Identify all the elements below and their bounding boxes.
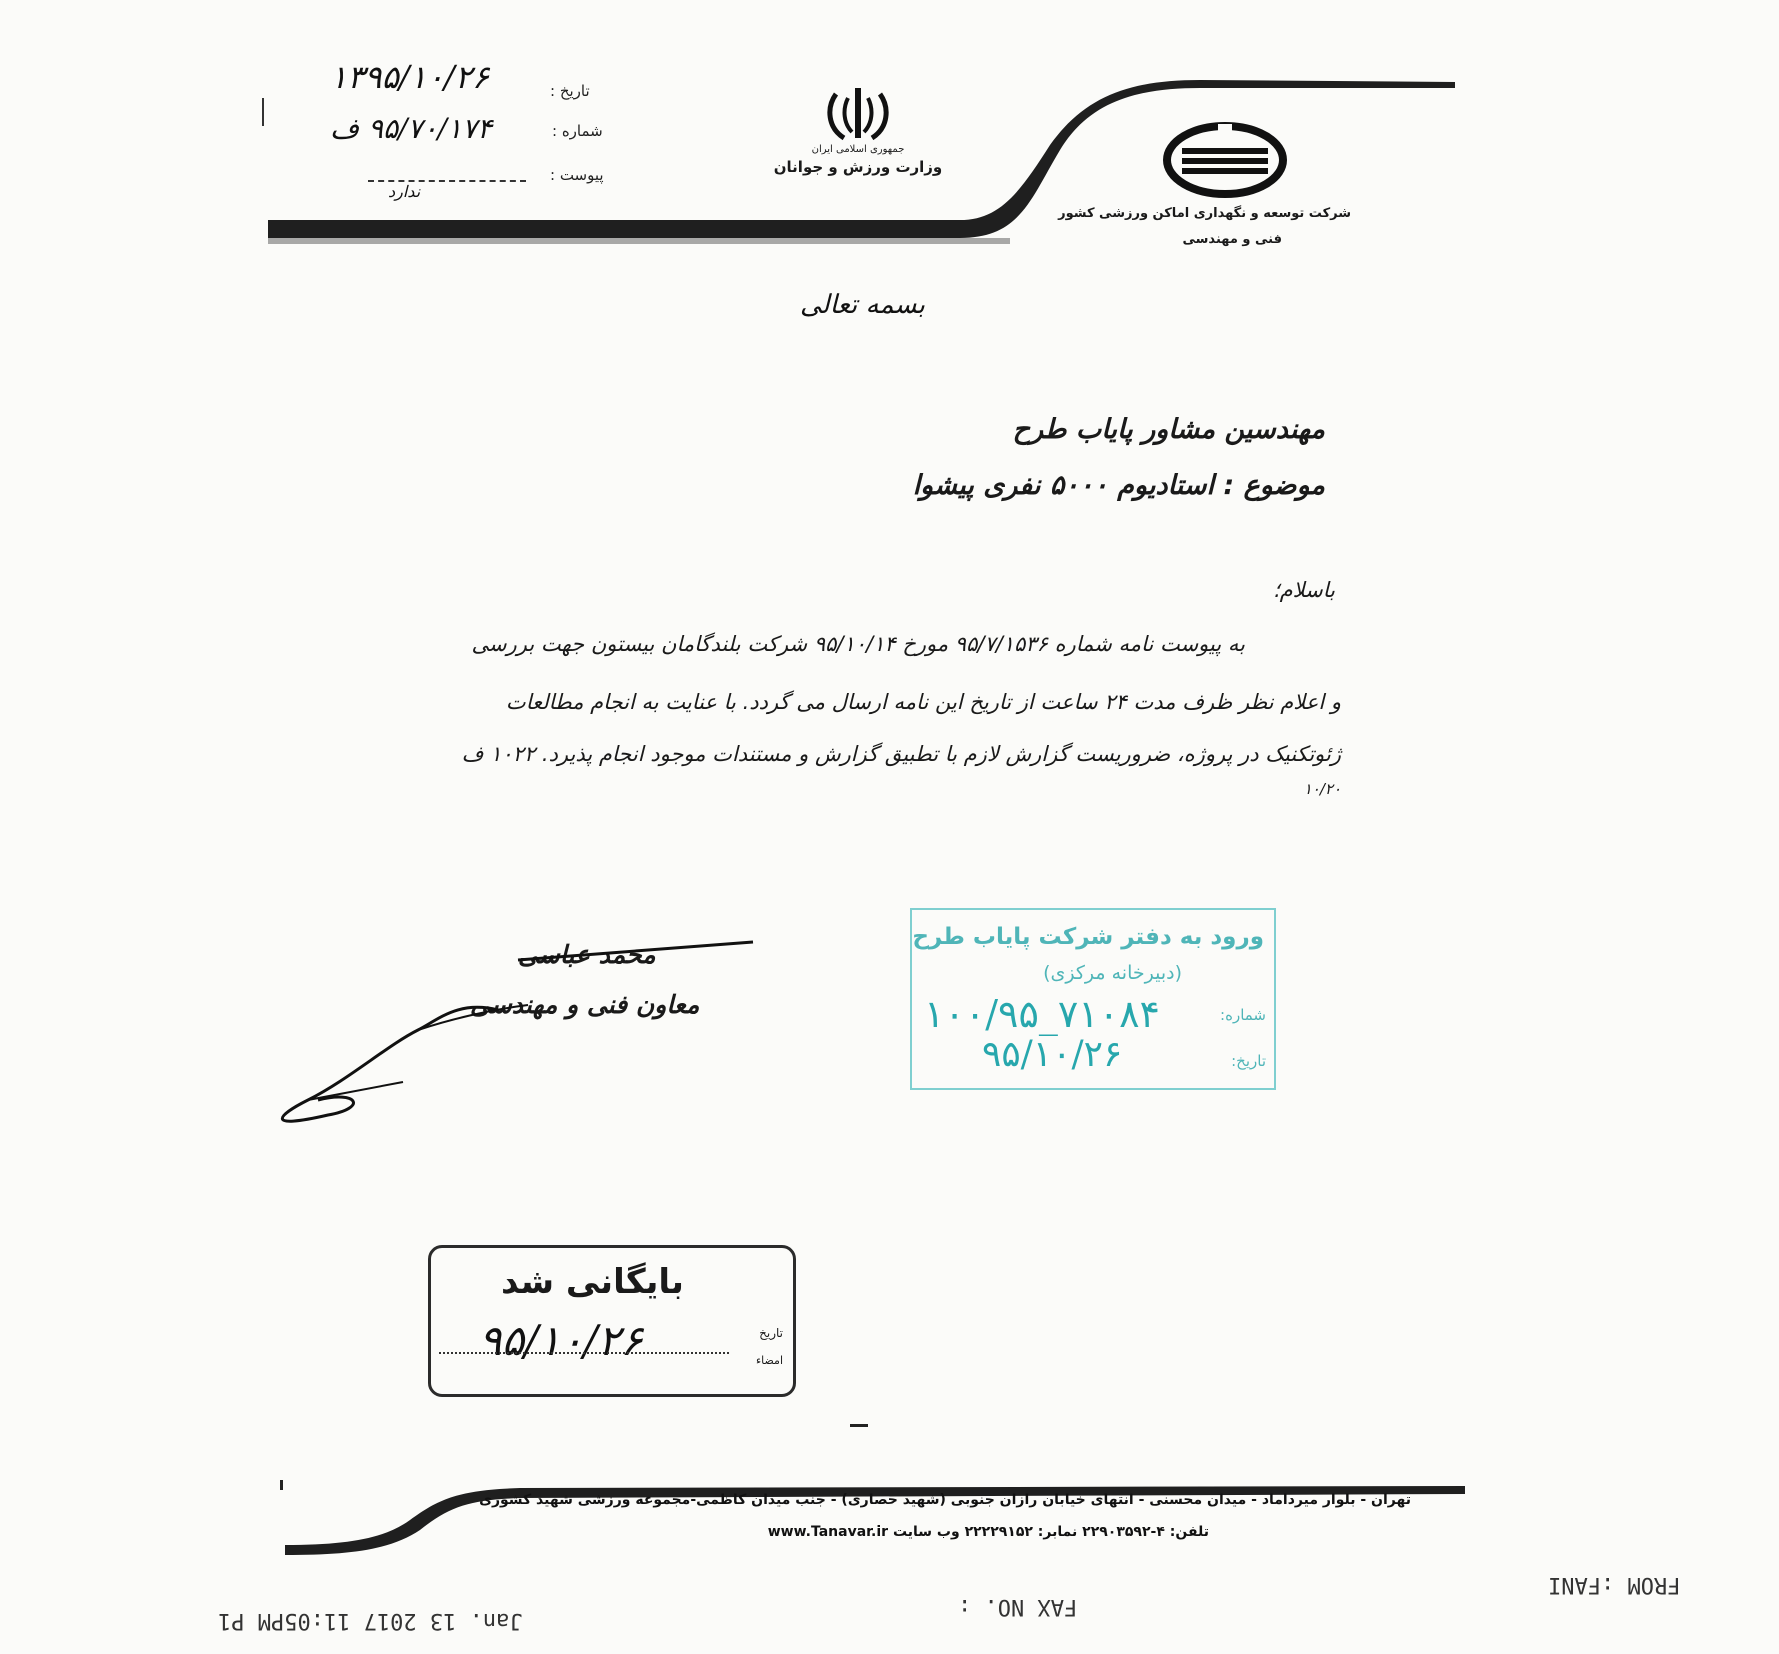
receipt-stamp-subtitle: (دبیرخانه مرکزی) (1043, 962, 1182, 984)
fax-from: FROM :FANI (1548, 1572, 1681, 1597)
body-line-4: ۱۰/۲۰ (1303, 780, 1341, 798)
archive-stamp-title: بایگانی شد (501, 1262, 684, 1302)
signatory-title: معاون فنی و مهندسی (470, 990, 700, 1019)
bismillah: بسمه تعالی (800, 290, 925, 320)
body-line-2: و اعلام نظر ظرف مدت ۲۴ ساعت از تاریخ این نامه ارسال می گردد. با عنایت به انجام مطالعات (505, 690, 1341, 714)
body-line-3: ژئوتکنیک در پروژه، ضروریست گزارش لازم با تطبیق گزارش و مستندات موجود انجام پذیرد. ۱۰۲۲ ف (461, 742, 1341, 766)
body-line-1: به پیوست نامه شماره ۹۵/۷/۱۵۳۶ مورخ ۹۵/۱۰/۱۴ شرکت بلندگامان بیستون جهت بررسی (471, 632, 1245, 656)
receipt-date-value: ۹۵/۱۰/۲۶ (982, 1034, 1123, 1075)
ministry-label: وزارت ورزش و جوانان (773, 158, 943, 176)
stray-mark (850, 1424, 868, 1427)
fax-number: FAX NO. : (958, 1594, 1078, 1619)
attachment-label: پیوست : (550, 166, 604, 184)
archive-signature-label: امضاء (755, 1354, 783, 1367)
archive-stamp (428, 1245, 796, 1397)
receipt-number-label: شماره: (1220, 1006, 1266, 1024)
signatory-name: محمد عباسی (518, 940, 656, 969)
archive-dotted-line (439, 1352, 729, 1354)
margin-tick (262, 98, 264, 126)
fax-timestamp: Jan. 13 2017 11:05PM P1 (218, 1608, 523, 1633)
date-value: ۱۳۹۵/۱۰/۲۶ (330, 58, 490, 96)
company-logo-icon (1160, 120, 1290, 200)
recipient: مهندسین مشاور پایاب طرح (1012, 414, 1325, 445)
archive-date-label: تاریخ (759, 1326, 783, 1340)
archive-date-value: ۹۵/۱۰/۲۶ (479, 1316, 643, 1365)
receipt-stamp-title: ورود به دفتر شرکت پایاب طرح (912, 924, 1264, 950)
attachment-value: ندارد (388, 182, 421, 201)
footer-address: تهران - بلوار میرداماد - میدان محسنی - انتهای خیابان رازان جنوبی (شهید حصاری) - جنب میدان کاظمی-مجموعه ورزشی شهید کشوری (479, 1492, 1411, 1508)
iran-emblem-icon (826, 86, 890, 142)
republic-label: جمهوری اسلامی ایران (811, 144, 905, 155)
number-value: ۹۵/۷۰/۱۷۴ ف (330, 112, 493, 145)
number-label: شماره : (552, 122, 603, 140)
subject: موضوع : استادیوم ۵۰۰۰ نفری پیشوا (912, 470, 1325, 501)
org-department: فنی و مهندسی (1182, 232, 1282, 247)
date-label: تاریخ : (550, 82, 590, 100)
org-name: شرکت توسعه و نگهداری اماکن ورزشی کشور (1058, 206, 1351, 221)
receipt-date-label: تاریخ: (1231, 1052, 1266, 1070)
receipt-number-value: ۱۰۰/۹۵_۷۱۰۸۴ (924, 992, 1160, 1036)
receipt-stamp (910, 908, 1276, 1090)
greeting: باسلام؛ (1272, 578, 1335, 602)
footer-contact: تلفن: ۴-۲۲۹۰۳۵۹۲ نمابر: ۲۲۲۲۹۱۵۲ وب سایت www.Tanavar.ir (767, 1524, 1209, 1540)
footer-mark (280, 1480, 283, 1490)
handwritten-signature (268, 930, 768, 1130)
